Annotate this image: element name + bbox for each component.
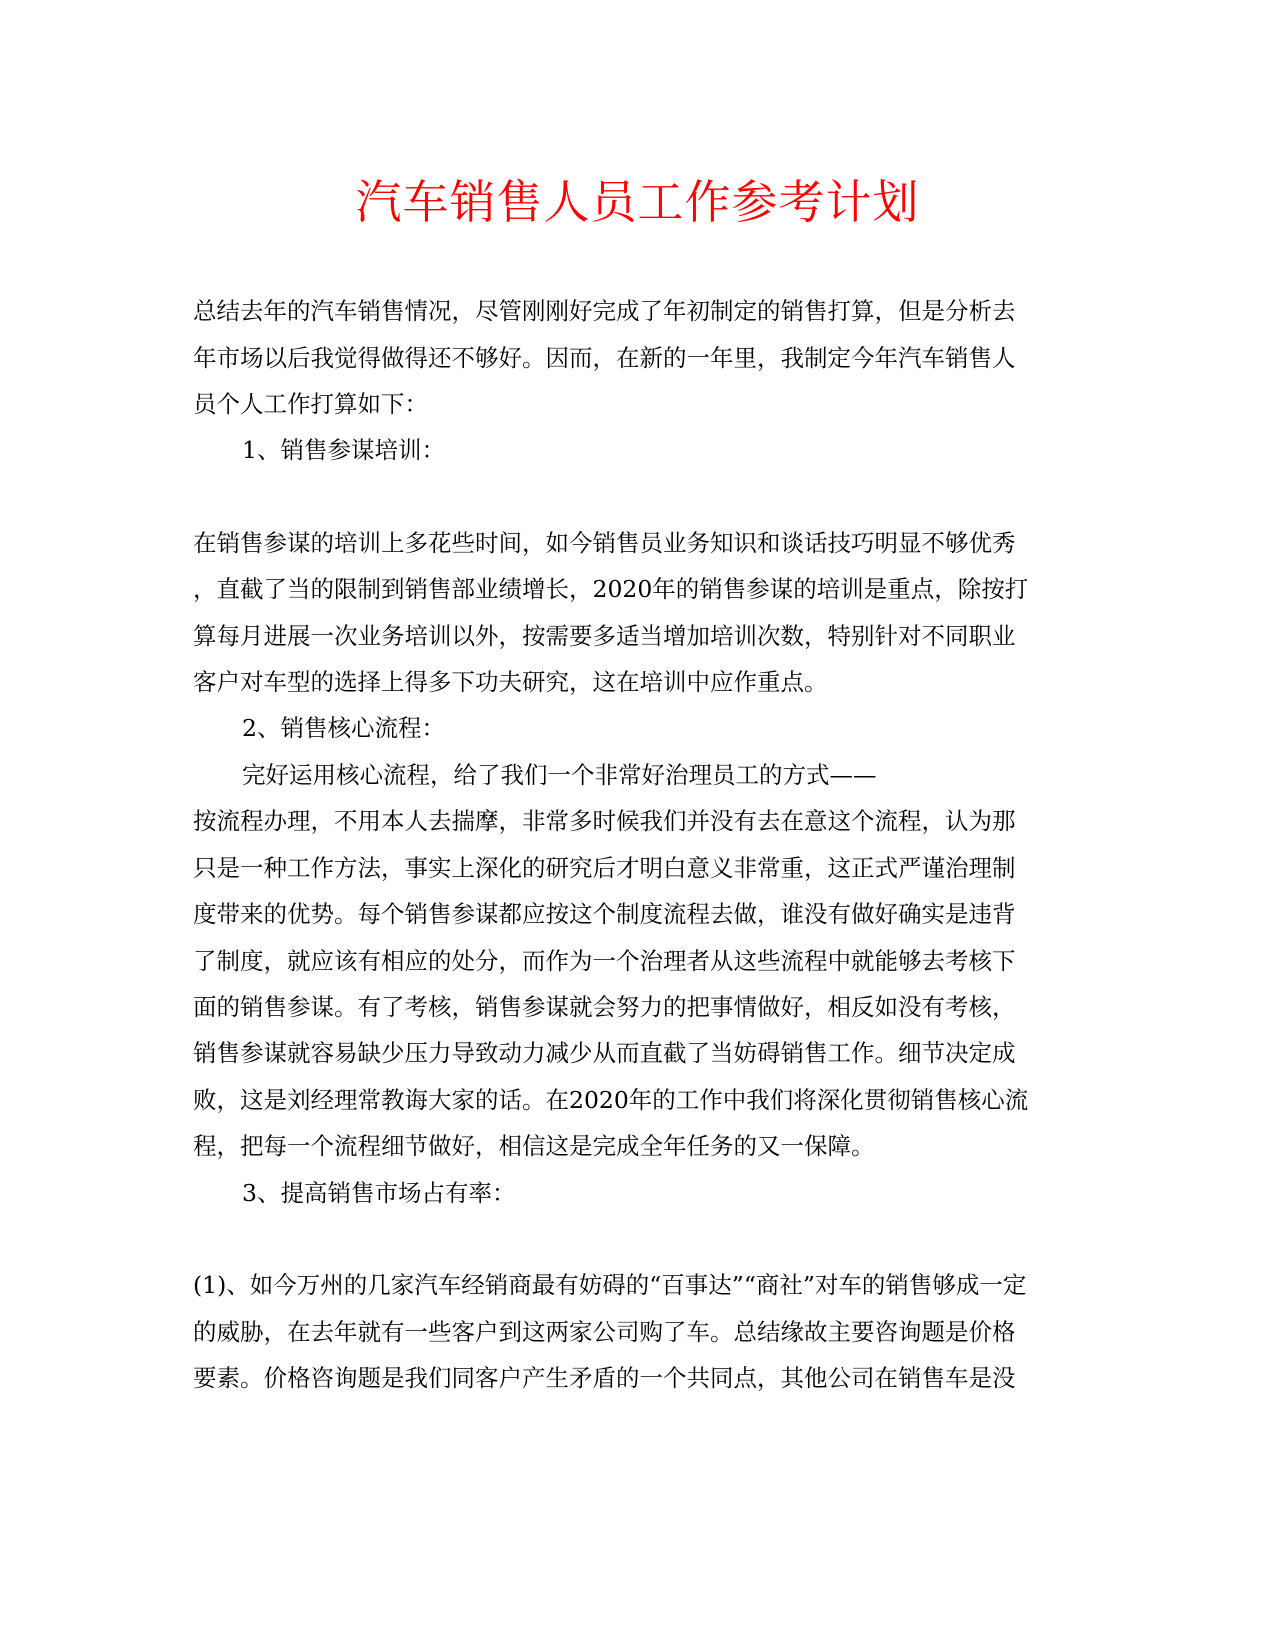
intro-line: 员个人工作打算如下： [193,390,428,418]
section2-first-line: 完好运用核心流程，给了我们一个非常好治理员工的方式—— [242,761,877,789]
section-heading-1: 1、销售参谋培训： [242,436,445,464]
section2-line: 按流程办理，不用本人去揣摩，非常多时候我们并没有去在意这个流程，认为那 [193,807,1016,835]
section3-line: 要素。价格咨询题是我们同客户产生矛盾的一个共同点，其他公司在销售车是没 [193,1364,1016,1392]
section1-line: ，直截了当的限制到销售部业绩增长，2020年的销售参谋的培训是重点，除按打 [193,575,1029,603]
section2-line: 程，把每一个流程细节做好，相信这是完成全年任务的又一保障。 [193,1132,875,1160]
section1-line: 客户对车型的选择上得多下功夫研究，这在培训中应作重点。 [193,668,828,696]
section2-line: 了制度，就应该有相应的处分，而作为一个治理者从这些流程中就能够去考核下 [193,947,1016,975]
section-heading-3: 3、提高销售市场占有率： [242,1179,516,1207]
section-heading-2: 2、销售核心流程： [242,714,445,742]
section2-line: 销售参谋就容易缺少压力导致动力减少从而直截了当妨碍销售工作。细节决定成 [193,1039,1016,1067]
section3-line: 的威胁，在去年就有一些客户到这两家公司购了车。总结缘故主要咨询题是价格 [193,1318,1016,1346]
section2-line: 度带来的优势。每个销售参谋都应按这个制度流程去做，谁没有做好确实是违背 [193,900,1016,928]
section2-line: 只是一种工作方法，事实上深化的研究后才明白意义非常重，这正式严谨治理制 [193,854,1016,882]
section1-line: 在销售参谋的培训上多花些时间，如今销售员业务知识和谈话技巧明显不够优秀 [193,529,1016,557]
intro-line: 总结去年的汽车销售情况，尽管刚刚好完成了年初制定的销售打算，但是分析去 [193,297,1016,325]
section2-line: 面的销售参谋。有了考核，销售参谋就会努力的把事情做好，相反如没有考核， [193,993,1016,1021]
section3-line: (1)、如今万州的几家汽车经销商最有妨碍的“百事达”“商社”对车的销售够成一定 [193,1271,1027,1299]
intro-line: 年市场以后我觉得做得还不够好。因而，在新的一年里，我制定今年汽车销售人 [193,344,1016,372]
section2-line: 败，这是刘经理常教诲大家的话。在2020年的工作中我们将深化贯彻销售核心流 [193,1086,1029,1114]
document-title: 汽车销售人员工作参考计划 [355,175,920,229]
section1-line: 算每月进展一次业务培训以外，按需要多适当增加培训次数，特别针对不同职业 [193,622,1016,650]
